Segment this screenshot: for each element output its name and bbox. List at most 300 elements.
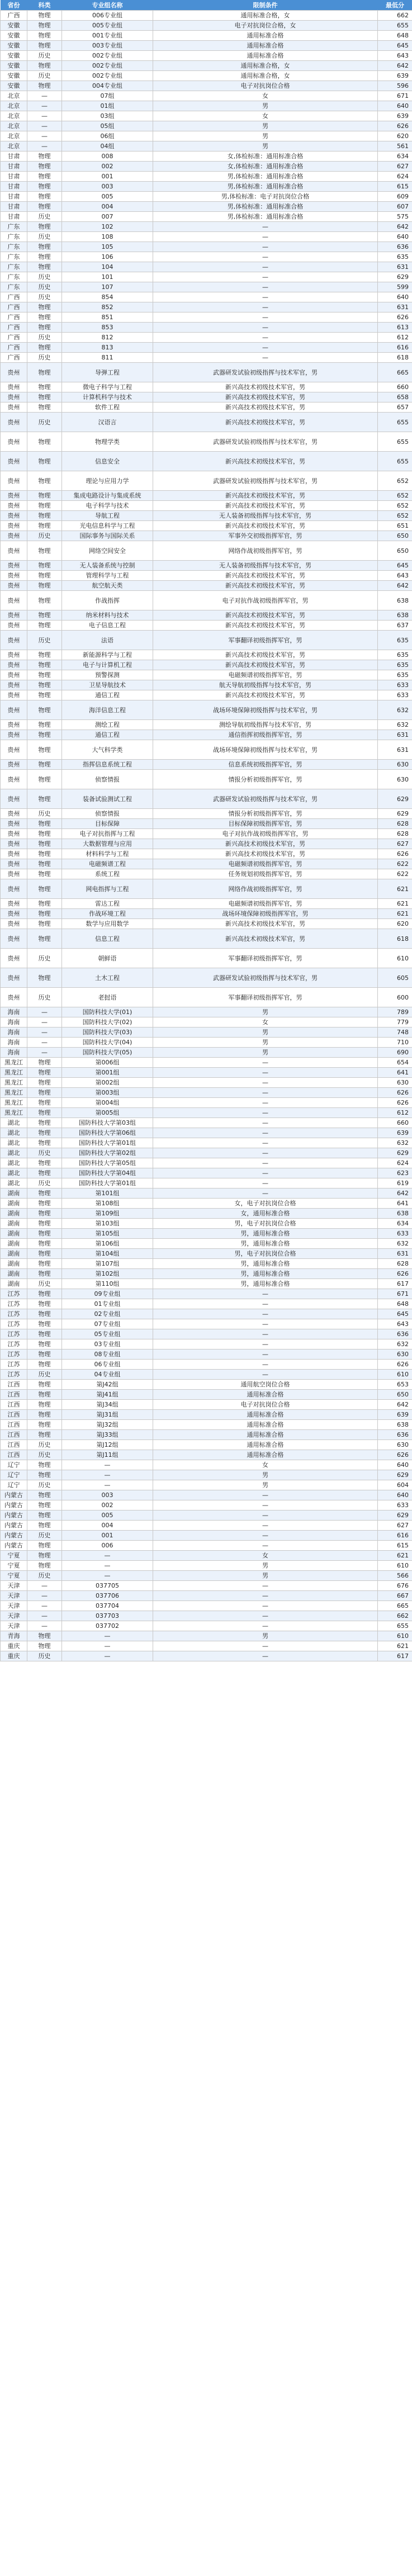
cell-restrictions: 通用标准合格，女 <box>153 61 378 71</box>
table-row <box>1 1470 412 1480</box>
cell-restrictions: — <box>153 1108 378 1118</box>
table-row <box>1 869 412 879</box>
table-row <box>1 1420 412 1430</box>
cell-restrictions: 战场环境保障初级指挥与技术军官，男 <box>153 740 378 760</box>
cell-min-score: 632 <box>378 720 412 730</box>
cell-min-score: 561 <box>378 141 412 151</box>
table-row <box>1 323 412 333</box>
cell-restrictions: — <box>153 1078 378 1088</box>
cell-min-score: 617 <box>378 1651 412 1661</box>
cell-min-score: 631 <box>378 262 412 272</box>
cell-major-group: 002 <box>62 162 153 172</box>
cell-subject: 历史 <box>27 282 62 292</box>
cell-subject: 物理 <box>27 1058 62 1068</box>
cell-restrictions: — <box>153 1088 378 1098</box>
cell-province: 江苏 <box>1 1360 27 1370</box>
table-row <box>1 1118 412 1128</box>
cell-subject: — <box>27 1048 62 1058</box>
cell-min-score: 620 <box>378 131 412 141</box>
cell-subject: 物理 <box>27 511 62 521</box>
cell-province: 安徽 <box>1 41 27 51</box>
cell-province: 贵州 <box>1 919 27 929</box>
cell-major-group: 国防科技大学(03) <box>62 1027 153 1038</box>
cell-min-score: 612 <box>378 333 412 343</box>
cell-restrictions: 武器研发试验初级指挥与技术军官，男 <box>153 471 378 491</box>
table-row <box>1 919 412 929</box>
cell-restrictions: — <box>153 1370 378 1380</box>
cell-province: 江西 <box>1 1430 27 1440</box>
cell-province: 内蒙古 <box>1 1541 27 1551</box>
cell-min-score: 621 <box>378 899 412 909</box>
cell-restrictions: 男，通用标准合格 <box>153 1259 378 1269</box>
cell-restrictions: 武器研发试验初级指挥与技术军官，男 <box>153 968 378 988</box>
table-row <box>1 849 412 859</box>
cell-subject: 物理 <box>27 819 62 829</box>
cell-province: 湖南 <box>1 1259 27 1269</box>
cell-subject: 物理 <box>27 690 62 700</box>
cell-major-group: 第J12组 <box>62 1440 153 1450</box>
cell-subject: 物理 <box>27 839 62 849</box>
cell-subject: 历史 <box>27 292 62 302</box>
cell-min-score: 622 <box>378 859 412 869</box>
cell-subject: 物理 <box>27 192 62 202</box>
table-row <box>1 1027 412 1038</box>
cell-province: 江西 <box>1 1380 27 1390</box>
table-row <box>1 1048 412 1058</box>
cell-major-group: 001专业组 <box>62 31 153 41</box>
cell-min-score: 615 <box>378 182 412 192</box>
cell-min-score: 635 <box>378 650 412 660</box>
cell-subject: 物理 <box>27 1209 62 1219</box>
table-row <box>1 1541 412 1551</box>
cell-province: 重庆 <box>1 1641 27 1651</box>
cell-subject: 历史 <box>27 333 62 343</box>
cell-major-group: 作战环境工程 <box>62 909 153 919</box>
cell-min-score: 634 <box>378 151 412 162</box>
cell-min-score: 599 <box>378 282 412 292</box>
cell-min-score: 650 <box>378 541 412 561</box>
cell-province: 贵州 <box>1 363 27 382</box>
cell-min-score: 616 <box>378 1531 412 1541</box>
cell-restrictions: 电子对抗岗位合格，女 <box>153 21 378 31</box>
cell-province: 贵州 <box>1 521 27 531</box>
table-row <box>1 1229 412 1239</box>
cell-major-group: 001 <box>62 1531 153 1541</box>
cell-province: 北京 <box>1 91 27 101</box>
cell-province: 贵州 <box>1 809 27 819</box>
cell-major-group: 第J32组 <box>62 1420 153 1430</box>
cell-restrictions: 男 <box>153 1027 378 1038</box>
table-row <box>1 631 412 650</box>
cell-restrictions: 信息系统初级指挥军官，男 <box>153 760 378 770</box>
cell-restrictions: 通用标准合格，女 <box>153 11 378 21</box>
cell-subject: 物理 <box>27 343 62 353</box>
cell-min-score: 621 <box>378 1641 412 1651</box>
table-row <box>1 700 412 720</box>
cell-restrictions: — <box>153 1168 378 1178</box>
cell-province: 贵州 <box>1 869 27 879</box>
cell-restrictions: 新兴高技术初级技术军官，男 <box>153 621 378 631</box>
cell-restrictions: 男 <box>153 1571 378 1581</box>
cell-subject: 物理 <box>27 740 62 760</box>
cell-min-score: 655 <box>378 452 412 471</box>
cell-subject: 物理 <box>27 302 62 312</box>
table-row <box>1 172 412 182</box>
cell-subject: 物理 <box>27 392 62 402</box>
table-row <box>1 402 412 413</box>
cell-min-score: 630 <box>378 1440 412 1450</box>
cell-major-group: 008 <box>62 151 153 162</box>
cell-min-score: 638 <box>378 610 412 621</box>
cell-min-score: 779 <box>378 1017 412 1027</box>
table-row <box>1 151 412 162</box>
table-row <box>1 650 412 660</box>
cell-province: 甘肃 <box>1 202 27 212</box>
column-header-restrictions: 限制条件 <box>153 0 378 11</box>
cell-major-group: 107 <box>62 282 153 292</box>
cell-major-group: 国际事务与国际关系 <box>62 531 153 541</box>
cell-province: 湖南 <box>1 1209 27 1219</box>
cell-province: 黑龙江 <box>1 1058 27 1068</box>
cell-major-group: 测绘工程 <box>62 720 153 730</box>
cell-restrictions: 电磁频谱初级指挥军官，男 <box>153 859 378 869</box>
cell-subject: — <box>27 1038 62 1048</box>
cell-restrictions: 武器研发试验初级指挥与技术军官，男 <box>153 363 378 382</box>
cell-province: 江西 <box>1 1390 27 1400</box>
cell-min-score: 619 <box>378 1178 412 1188</box>
cell-major-group: 第102组 <box>62 1269 153 1279</box>
table-row <box>1 232 412 242</box>
cell-major-group: 第004组 <box>62 1098 153 1108</box>
cell-subject: 历史 <box>27 1531 62 1541</box>
cell-province: 贵州 <box>1 730 27 740</box>
cell-subject: 历史 <box>27 949 62 968</box>
table-row <box>1 353 412 363</box>
cell-restrictions: 通信指挥初级指挥军官，男 <box>153 730 378 740</box>
table-row <box>1 899 412 909</box>
cell-min-score: 618 <box>378 353 412 363</box>
cell-province: 湖北 <box>1 1168 27 1178</box>
table-row <box>1 333 412 343</box>
cell-subject: 历史 <box>27 1279 62 1289</box>
cell-subject: 物理 <box>27 730 62 740</box>
cell-province: 湖南 <box>1 1249 27 1259</box>
table-row <box>1 949 412 968</box>
cell-restrictions: — <box>153 323 378 333</box>
cell-subject: 物理 <box>27 1309 62 1319</box>
cell-restrictions: 电磁频谱初级指挥军官，男 <box>153 670 378 680</box>
cell-min-score: 662 <box>378 11 412 21</box>
cell-min-score: 616 <box>378 343 412 353</box>
cell-subject: 物理 <box>27 1400 62 1410</box>
cell-province: 内蒙古 <box>1 1521 27 1531</box>
cell-province: 贵州 <box>1 899 27 909</box>
table-row <box>1 1621 412 1631</box>
cell-subject: 物理 <box>27 1168 62 1178</box>
cell-province: 贵州 <box>1 670 27 680</box>
cell-province: 黑龙江 <box>1 1088 27 1098</box>
cell-major-group: 第110组 <box>62 1279 153 1289</box>
cell-min-score: 600 <box>378 988 412 1007</box>
cell-major-group: 813 <box>62 343 153 353</box>
cell-restrictions: — <box>153 1611 378 1621</box>
table-row <box>1 202 412 212</box>
cell-min-score: 626 <box>378 849 412 859</box>
table-row <box>1 1380 412 1390</box>
cell-min-score: 635 <box>378 660 412 670</box>
cell-subject: 物理 <box>27 849 62 859</box>
table-row <box>1 1631 412 1641</box>
cell-province: 广西 <box>1 353 27 363</box>
cell-restrictions: 男 <box>153 1470 378 1480</box>
cell-major-group: 物理学类 <box>62 432 153 452</box>
cell-subject: 历史 <box>27 1450 62 1460</box>
cell-subject: 物理 <box>27 262 62 272</box>
cell-restrictions: 通用标准合格 <box>153 1450 378 1460</box>
table-row <box>1 363 412 382</box>
cell-province: 海南 <box>1 1038 27 1048</box>
cell-province: 贵州 <box>1 839 27 849</box>
cell-subject: 历史 <box>27 809 62 819</box>
cell-major-group: — <box>62 1561 153 1571</box>
cell-major-group: 第J34组 <box>62 1400 153 1410</box>
cell-min-score: 610 <box>378 1631 412 1641</box>
cell-restrictions: 通用标准合格 <box>153 51 378 61</box>
cell-min-score: 624 <box>378 1158 412 1168</box>
cell-subject: 物理 <box>27 31 62 41</box>
cell-min-score: 650 <box>378 531 412 541</box>
cell-restrictions: — <box>153 1339 378 1349</box>
cell-min-score: 650 <box>378 1390 412 1400</box>
cell-min-score: 640 <box>378 101 412 111</box>
cell-restrictions: — <box>153 1118 378 1128</box>
cell-restrictions: 新兴高技术初级技术军官，男 <box>153 571 378 581</box>
table-row <box>1 1158 412 1168</box>
cell-subject: 物理 <box>27 1360 62 1370</box>
cell-restrictions: 新兴高技术初级技术军官，男 <box>153 392 378 402</box>
cell-major-group: 预警探测 <box>62 670 153 680</box>
cell-restrictions: — <box>153 282 378 292</box>
cell-province: 广东 <box>1 222 27 232</box>
cell-restrictions: 无人装备初级指挥与技术军官，男 <box>153 511 378 521</box>
cell-min-score: 652 <box>378 501 412 511</box>
table-row <box>1 1108 412 1118</box>
cell-restrictions: 通用标准合格 <box>153 1410 378 1420</box>
cell-min-score: 633 <box>378 1229 412 1239</box>
cell-major-group: 851 <box>62 312 153 323</box>
cell-major-group: 理论与应用力学 <box>62 471 153 491</box>
cell-major-group: 大气科学类 <box>62 740 153 760</box>
cell-restrictions: — <box>153 1581 378 1591</box>
cell-subject: — <box>27 1007 62 1017</box>
cell-subject: 物理 <box>27 501 62 511</box>
cell-subject: 物理 <box>27 1088 62 1098</box>
cell-min-score: 648 <box>378 1299 412 1309</box>
cell-subject: 物理 <box>27 1430 62 1440</box>
cell-province: 贵州 <box>1 909 27 919</box>
cell-major-group: 第104组 <box>62 1249 153 1259</box>
cell-subject: 物理 <box>27 581 62 591</box>
cell-subject: 物理 <box>27 1500 62 1510</box>
table-row <box>1 1088 412 1098</box>
table-row <box>1 591 412 610</box>
table-row <box>1 1239 412 1249</box>
cell-subject: 物理 <box>27 1510 62 1521</box>
cell-subject: 物理 <box>27 1289 62 1299</box>
cell-province: 江苏 <box>1 1309 27 1319</box>
cell-min-score: 640 <box>378 232 412 242</box>
cell-restrictions: 新兴高技术初级技术军官，男 <box>153 491 378 501</box>
cell-major-group: 002专业组 <box>62 51 153 61</box>
table-row <box>1 1430 412 1440</box>
cell-province: 湖南 <box>1 1199 27 1209</box>
cell-province: 江西 <box>1 1410 27 1420</box>
cell-province: 广东 <box>1 242 27 252</box>
cell-restrictions: 新兴高技术初级技术军官，男 <box>153 849 378 859</box>
cell-restrictions: — <box>153 1178 378 1188</box>
cell-restrictions: 新兴高技术初级技术军官，男 <box>153 919 378 929</box>
cell-major-group: 国防科技大学(05) <box>62 1048 153 1058</box>
table-row <box>1 1098 412 1108</box>
cell-min-score: 643 <box>378 1319 412 1329</box>
cell-major-group: 104 <box>62 262 153 272</box>
cell-major-group: 电磁频谱工程 <box>62 859 153 869</box>
cell-province: 天津 <box>1 1591 27 1601</box>
cell-province: 内蒙古 <box>1 1531 27 1541</box>
cell-subject: 物理 <box>27 402 62 413</box>
cell-major-group: 037704 <box>62 1601 153 1611</box>
cell-restrictions: — <box>153 1319 378 1329</box>
cell-subject: — <box>27 101 62 111</box>
cell-restrictions: 女,体检标准：通用标准合格 <box>153 151 378 162</box>
cell-min-score: 627 <box>378 1521 412 1531</box>
cell-province: 安徽 <box>1 81 27 91</box>
cell-province: 贵州 <box>1 591 27 610</box>
cell-major-group: 003专业组 <box>62 41 153 51</box>
cell-subject: 物理 <box>27 1541 62 1551</box>
cell-major-group: 信息安全 <box>62 452 153 471</box>
cell-major-group: 108 <box>62 232 153 242</box>
table-row <box>1 212 412 222</box>
cell-province: 天津 <box>1 1611 27 1621</box>
cell-major-group: 07组 <box>62 91 153 101</box>
cell-min-score: 642 <box>378 581 412 591</box>
table-row <box>1 1480 412 1490</box>
cell-major-group: 07专业组 <box>62 1319 153 1329</box>
cell-subject: 历史 <box>27 531 62 541</box>
table-row <box>1 660 412 670</box>
cell-major-group: 01专业组 <box>62 1299 153 1309</box>
cell-major-group: 国防科技大学(02) <box>62 1017 153 1027</box>
table-row <box>1 1410 412 1420</box>
cell-province: 北京 <box>1 101 27 111</box>
table-row <box>1 81 412 91</box>
cell-restrictions: 军事外交初级指挥军官，男 <box>153 531 378 541</box>
cell-min-score: 633 <box>378 680 412 690</box>
cell-restrictions: 新兴高技术初级技术军官，男 <box>153 839 378 849</box>
cell-min-score: 607 <box>378 202 412 212</box>
cell-min-score: 641 <box>378 1068 412 1078</box>
cell-subject: 历史 <box>27 1480 62 1490</box>
cell-major-group: 第106组 <box>62 1239 153 1249</box>
cell-major-group: 06组 <box>62 131 153 141</box>
cell-restrictions: 男，电子对抗岗位合格 <box>153 1249 378 1259</box>
cell-min-score: 789 <box>378 1007 412 1017</box>
cell-restrictions: 新兴高技术初级技术军官，男 <box>153 452 378 471</box>
cell-restrictions: — <box>153 1500 378 1510</box>
cell-restrictions: 男,体检标准：通用标准合格 <box>153 212 378 222</box>
cell-province: 辽宁 <box>1 1470 27 1480</box>
cell-province: 贵州 <box>1 859 27 869</box>
cell-subject: 物理 <box>27 1259 62 1269</box>
cell-major-group: 004 <box>62 202 153 212</box>
cell-restrictions: — <box>153 1531 378 1541</box>
cell-restrictions: — <box>153 252 378 262</box>
cell-subject: 物理 <box>27 789 62 809</box>
table-row <box>1 41 412 51</box>
cell-min-score: 643 <box>378 571 412 581</box>
cell-restrictions: 男 <box>153 101 378 111</box>
cell-min-score: 626 <box>378 1269 412 1279</box>
column-header-province: 省份 <box>1 0 27 11</box>
cell-province: 贵州 <box>1 413 27 432</box>
cell-province: 江西 <box>1 1420 27 1430</box>
cell-major-group: 003 <box>62 1490 153 1500</box>
cell-restrictions: — <box>153 1641 378 1651</box>
cell-subject: 历史 <box>27 1571 62 1581</box>
cell-subject: 物理 <box>27 1460 62 1470</box>
table-row <box>1 1460 412 1470</box>
cell-subject: 物理 <box>27 1229 62 1239</box>
cell-subject: 物理 <box>27 1219 62 1229</box>
cell-min-score: 630 <box>378 770 412 789</box>
table-row <box>1 670 412 680</box>
cell-restrictions: 通用标准合格 <box>153 1390 378 1400</box>
cell-province: 江西 <box>1 1400 27 1410</box>
table-row <box>1 1007 412 1017</box>
table-row <box>1 1329 412 1339</box>
cell-subject: — <box>27 131 62 141</box>
table-row <box>1 1188 412 1199</box>
cell-subject: 历史 <box>27 1178 62 1188</box>
cell-subject: 物理 <box>27 11 62 21</box>
cell-restrictions: 男 <box>153 131 378 141</box>
table-row <box>1 292 412 302</box>
cell-min-score: 631 <box>378 730 412 740</box>
cell-restrictions: — <box>153 333 378 343</box>
cell-province: 重庆 <box>1 1651 27 1661</box>
cell-restrictions: — <box>153 1128 378 1138</box>
cell-min-score: 613 <box>378 323 412 333</box>
cell-restrictions: 男,体检标准：通用标准合格 <box>153 202 378 212</box>
table-row <box>1 343 412 353</box>
cell-restrictions: — <box>153 302 378 312</box>
table-row <box>1 1400 412 1410</box>
cell-restrictions: — <box>153 1068 378 1078</box>
cell-major-group: 06专业组 <box>62 1360 153 1370</box>
cell-restrictions: 电子对抗作战初级指挥军官，男 <box>153 829 378 839</box>
table-row <box>1 471 412 491</box>
cell-subject: 物理 <box>27 242 62 252</box>
cell-province: 江西 <box>1 1440 27 1450</box>
cell-subject: 历史 <box>27 1651 62 1661</box>
cell-province: 甘肃 <box>1 162 27 172</box>
table-row <box>1 621 412 631</box>
cell-major-group: 第006组 <box>62 1058 153 1068</box>
cell-province: 湖南 <box>1 1269 27 1279</box>
cell-restrictions: — <box>153 1521 378 1531</box>
cell-min-score: 627 <box>378 839 412 849</box>
